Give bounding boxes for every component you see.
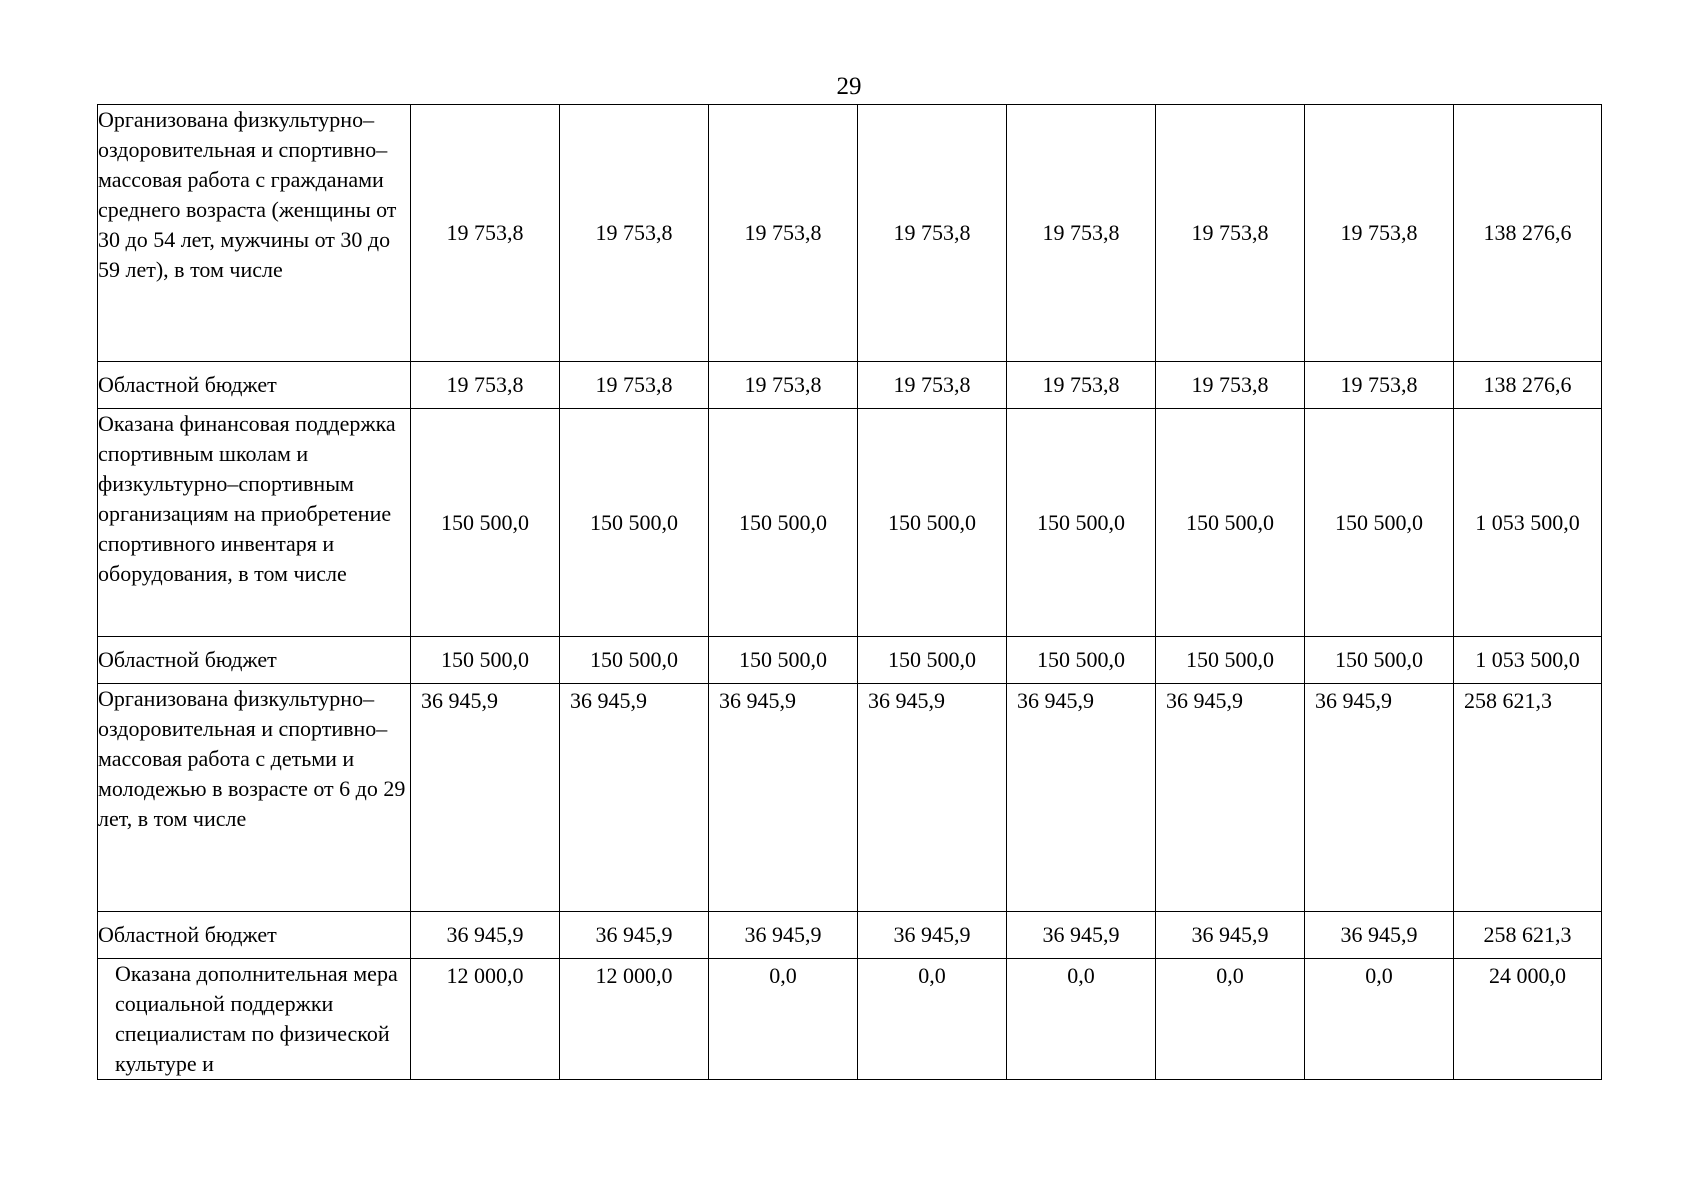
value-cell: 0,0 (1007, 959, 1156, 1080)
value-cell: 150 500,0 (1305, 637, 1454, 684)
table-row-regional-budget (98, 912, 1602, 959)
value-cell: 150 500,0 (858, 409, 1007, 637)
value-cell: 19 753,8 (1007, 362, 1156, 409)
value-cell: 19 753,8 (858, 362, 1007, 409)
row-label: Областной бюджет (98, 912, 411, 959)
value-cell: 36 945,9 (858, 912, 1007, 959)
value-cell: 36 945,9 (411, 912, 560, 959)
total-cell: 24 000,0 (1454, 959, 1602, 1080)
value-cell: 19 753,8 (1007, 105, 1156, 362)
total-cell: 1 053 500,0 (1454, 637, 1602, 684)
value-cell: 150 500,0 (1007, 637, 1156, 684)
value-cell: 36 945,9 (1007, 684, 1156, 912)
value-cell: 36 945,9 (1156, 912, 1305, 959)
value-cell: 36 945,9 (560, 912, 709, 959)
value-cell: 36 945,9 (1305, 684, 1454, 912)
value-cell: 19 753,8 (858, 105, 1007, 362)
value-cell: 150 500,0 (858, 637, 1007, 684)
value-cell: 150 500,0 (1156, 409, 1305, 637)
table-row-equipment-support (98, 409, 1602, 637)
value-cell: 19 753,8 (709, 362, 858, 409)
value-cell: 19 753,8 (560, 105, 709, 362)
table-row-regional-budget (98, 637, 1602, 684)
table-row-adult-sports (98, 105, 1602, 362)
value-cell: 150 500,0 (1007, 409, 1156, 637)
value-cell: 150 500,0 (709, 409, 858, 637)
value-cell: 36 945,9 (858, 684, 1007, 912)
value-cell: 0,0 (858, 959, 1007, 1080)
total-cell: 258 621,3 (1454, 684, 1602, 912)
value-cell: 19 753,8 (1305, 105, 1454, 362)
value-cell: 150 500,0 (1305, 409, 1454, 637)
page-number: 29 (836, 73, 862, 100)
table-row-specialist-support (98, 959, 1602, 1080)
row-label: Оказана дополнительная мера социальной поддержки специалистам по физической культуре и (98, 959, 411, 1080)
row-label: Организована физкультурно–оздоровительная и спортивно–массовая работа с детьми и молодежью в возрасте от 6 до 29 лет, в том числе (98, 684, 411, 912)
value-cell: 0,0 (1156, 959, 1305, 1080)
table-row-regional-budget (98, 362, 1602, 409)
total-cell: 1 053 500,0 (1454, 409, 1602, 637)
value-cell: 150 500,0 (709, 637, 858, 684)
value-cell: 36 945,9 (1007, 912, 1156, 959)
value-cell: 150 500,0 (411, 409, 560, 637)
value-cell: 0,0 (709, 959, 858, 1080)
value-cell: 150 500,0 (411, 637, 560, 684)
row-label: Областной бюджет (98, 362, 411, 409)
value-cell: 150 500,0 (560, 637, 709, 684)
value-cell: 19 753,8 (411, 105, 560, 362)
value-cell: 36 945,9 (411, 684, 560, 912)
value-cell: 19 753,8 (1156, 105, 1305, 362)
table-row-youth-sports (98, 684, 1602, 912)
value-cell: 19 753,8 (411, 362, 560, 409)
value-cell: 36 945,9 (1156, 684, 1305, 912)
value-cell: 36 945,9 (560, 684, 709, 912)
total-cell: 138 276,6 (1454, 105, 1602, 362)
value-cell: 19 753,8 (560, 362, 709, 409)
value-cell: 150 500,0 (1156, 637, 1305, 684)
value-cell: 19 753,8 (1156, 362, 1305, 409)
value-cell: 12 000,0 (560, 959, 709, 1080)
total-cell: 258 621,3 (1454, 912, 1602, 959)
row-label: Оказана финансовая поддержка спортивным школам и физкультурно–спортивным организациям на приобретение спортивного инвентаря и оборудования, в том числе (98, 409, 411, 637)
row-label: Организована физкультурно–оздоровительная и спортивно–массовая работа с гражданами среднего возраста (женщины от 30 до 54 лет, мужчины от 30 до 59 лет), в том числе (98, 105, 411, 362)
budget-table (97, 104, 1602, 1080)
value-cell: 19 753,8 (1305, 362, 1454, 409)
value-cell: 12 000,0 (411, 959, 560, 1080)
value-cell: 0,0 (1305, 959, 1454, 1080)
row-label: Областной бюджет (98, 637, 411, 684)
value-cell: 36 945,9 (709, 684, 858, 912)
value-cell: 36 945,9 (1305, 912, 1454, 959)
total-cell: 138 276,6 (1454, 362, 1602, 409)
value-cell: 36 945,9 (709, 912, 858, 959)
value-cell: 150 500,0 (560, 409, 709, 637)
value-cell: 19 753,8 (709, 105, 858, 362)
